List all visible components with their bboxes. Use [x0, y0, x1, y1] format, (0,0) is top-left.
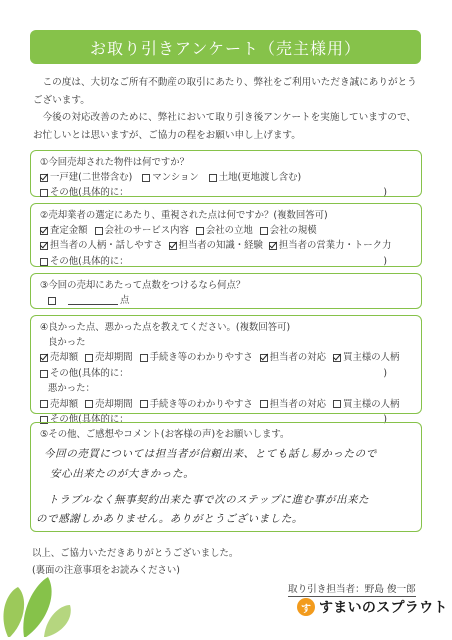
- score-unit: 点: [120, 295, 130, 306]
- good-other-close: ): [383, 367, 387, 379]
- question-1-box: [30, 150, 422, 197]
- good-option-buyer[interactable]: 買主様の人柄: [333, 350, 399, 365]
- checkbox-icon[interactable]: [85, 354, 93, 362]
- score-input-line[interactable]: [68, 296, 118, 305]
- checkbox-icon[interactable]: [169, 242, 177, 250]
- q1-option-detached-house[interactable]: 一戸建(二世帯含む): [40, 170, 132, 185]
- bad-option-other[interactable]: その他(具体的に：: [40, 412, 129, 427]
- question-4-box: [30, 315, 422, 426]
- survey-title: お取り引きアンケート（売主様用）: [89, 38, 362, 58]
- checkbox-icon[interactable]: [269, 242, 277, 250]
- question-4-text: ④良かった点、悪かった点を教えてください。(複数回答可): [40, 321, 291, 333]
- checkbox-icon[interactable]: [40, 227, 48, 235]
- q2-option-scale[interactable]: 会社の規模: [260, 223, 317, 238]
- checkbox-icon[interactable]: [40, 354, 48, 362]
- checkbox-icon[interactable]: [85, 400, 93, 408]
- q1-option-other[interactable]: その他(具体的に：: [40, 185, 129, 200]
- checkbox-icon[interactable]: [48, 297, 56, 305]
- staff-name: 取り引き担当者：野島 俊一郎: [288, 581, 416, 597]
- comment-line-4: ので感謝しかありません。ありがとうございました。: [36, 513, 304, 525]
- q3-score-field[interactable]: [48, 293, 129, 308]
- checkbox-icon[interactable]: [333, 400, 341, 408]
- question-1-text: ①今回売却された物件は何ですか？: [40, 156, 190, 168]
- intro-paragraph-1: この度は、大切なご所有不動産の取引にあたり、弊社をご利用いただき誠にありがとうございます。: [33, 77, 417, 106]
- checkbox-icon[interactable]: [40, 189, 48, 197]
- checkbox-icon[interactable]: [260, 227, 268, 235]
- good-points-label: 良かった: [48, 337, 86, 348]
- comment-line-3: トラブルなく無事契約出来た事で次のステップに進む事が出来た: [48, 494, 370, 506]
- good-option-procedure[interactable]: 手続き等のわかりやすさ: [140, 350, 253, 365]
- q1-option-mansion[interactable]: マンション: [142, 170, 198, 185]
- q2-option-personality[interactable]: 担当者の人柄・話しやすさ: [40, 238, 163, 253]
- bad-option-period[interactable]: 売却期間: [85, 397, 133, 412]
- question-3-box: [30, 273, 422, 309]
- good-option-period[interactable]: 売却期間: [85, 350, 133, 365]
- q2-option-knowledge[interactable]: 担当者の知識・経験: [169, 238, 263, 253]
- q2-option-appraisal[interactable]: 査定金額: [40, 223, 88, 238]
- q2-option-other[interactable]: その他(具体的に：: [40, 254, 129, 269]
- checkbox-icon[interactable]: [196, 227, 204, 235]
- q1-other-close: ): [383, 187, 387, 199]
- brand-name: すまいのスプラウト: [319, 600, 448, 616]
- checkbox-icon[interactable]: [140, 354, 148, 362]
- closing-thanks: 以上、ご協力いただきありがとうございました。: [32, 548, 239, 559]
- good-option-other[interactable]: その他(具体的に：: [40, 366, 129, 381]
- checkbox-icon[interactable]: [40, 258, 48, 266]
- good-option-staff[interactable]: 担当者の対応: [260, 350, 326, 365]
- q2-option-location[interactable]: 会社の立地: [196, 223, 253, 238]
- comment-line-1: 今回の売買については担当者が信頼出来、とても話し易かったので: [44, 448, 377, 460]
- checkbox-icon[interactable]: [40, 400, 48, 408]
- checkbox-icon[interactable]: [40, 174, 48, 182]
- question-2-text: ②売却業者の選定にあたり、重視された点は何ですか？(複数回答可): [40, 209, 328, 221]
- closing-note: (裏面の注意事項をお読みください): [32, 565, 180, 576]
- checkbox-icon[interactable]: [260, 354, 268, 362]
- intro-text: [33, 74, 423, 144]
- checkbox-icon[interactable]: [95, 227, 103, 235]
- brand-logo: [297, 597, 448, 617]
- checkbox-icon[interactable]: [40, 242, 48, 250]
- leaf-sprout-icon: [0, 565, 80, 640]
- good-option-price[interactable]: 売却額: [40, 350, 78, 365]
- bad-option-buyer[interactable]: 買主様の人柄: [333, 397, 399, 412]
- bad-points-label: 悪かった：: [48, 383, 95, 395]
- q2-option-sales-skill[interactable]: 担当者の営業力・トーク力: [269, 238, 392, 253]
- checkbox-icon[interactable]: [333, 354, 341, 362]
- question-2-box: [30, 203, 422, 267]
- q2-other-close: ): [383, 255, 387, 267]
- checkbox-icon[interactable]: [140, 400, 148, 408]
- checkbox-icon[interactable]: [209, 174, 217, 182]
- survey-title-banner: [30, 30, 421, 64]
- bad-option-price[interactable]: 売却額: [40, 397, 78, 412]
- intro-paragraph-2: 今後の対応改善のために、弊社において取り引き後アンケートを実施していますので、お忙しいとは思いますが、ご協力の程をお願い申し上げます。: [33, 112, 416, 141]
- checkbox-icon[interactable]: [142, 174, 150, 182]
- comment-line-2: 安心出来たのが大きかった。: [50, 468, 195, 480]
- q1-option-land[interactable]: 土地(更地渡し含む): [209, 170, 301, 185]
- question-5-text: ⑤その他、ご感想やコメント(お客様の声)をお願いします。: [40, 428, 290, 440]
- sprout-logo-icon: す: [297, 598, 315, 616]
- checkbox-icon[interactable]: [40, 370, 48, 378]
- q2-option-service[interactable]: 会社のサービス内容: [95, 223, 189, 238]
- question-3-text: ③今回の売却にあたって点数をつけるなら何点？: [40, 279, 246, 291]
- bad-option-staff[interactable]: 担当者の対応: [260, 397, 326, 412]
- bad-option-procedure[interactable]: 手続き等のわかりやすさ: [140, 397, 253, 412]
- bad-other-close: ): [383, 414, 387, 426]
- checkbox-icon[interactable]: [260, 400, 268, 408]
